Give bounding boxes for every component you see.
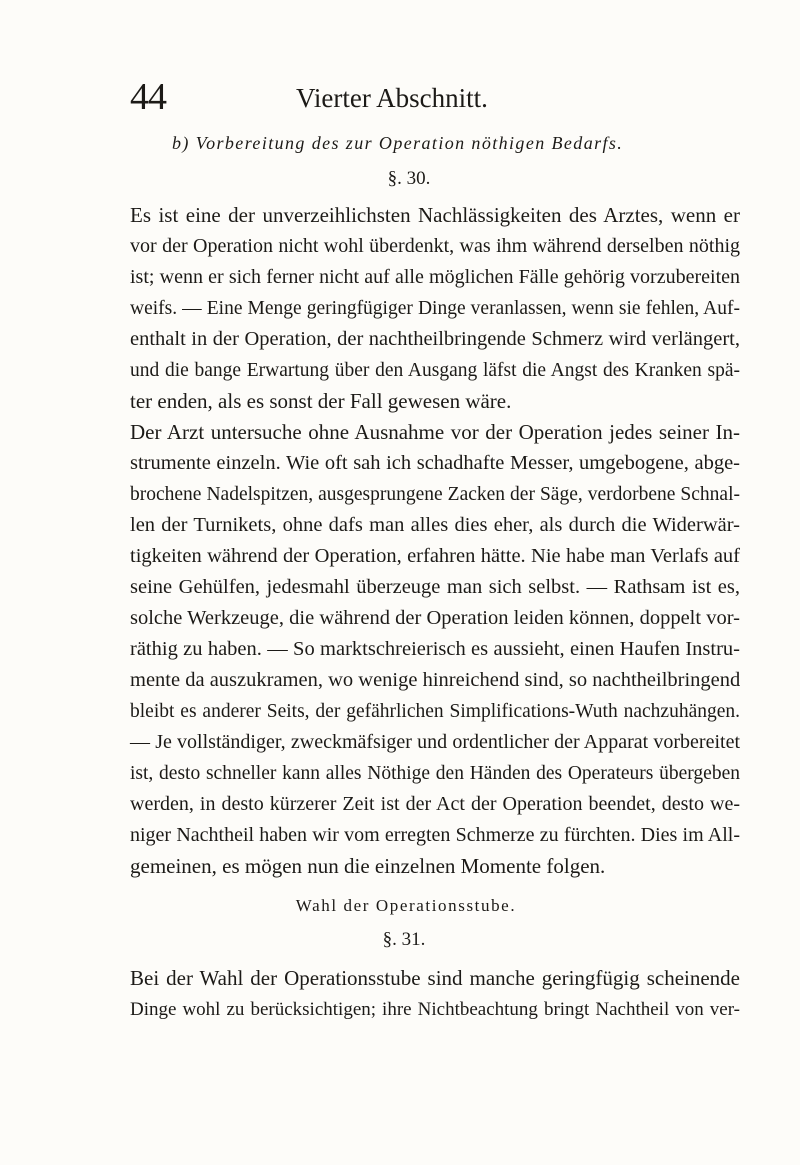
text-line: seine Gehülfen, jedesmahl überzeuge man sich selbst. — Rathsam ist es, (130, 576, 740, 598)
text-line: ist; wenn er sich ferner nicht auf alle möglichen Fälle gehörig vorzubereiten (130, 266, 740, 288)
text-line: brochene Nadelspitzen, ausgesprungene Zacken der Säge, verdorbene Schnal- (130, 484, 740, 505)
text-line: ter enden, als es sonst der Fall gewesen wäre. (130, 389, 512, 413)
text-line: Dinge wohl zu berücksichtigen; ihre Nichtbeachtung bringt Nachtheil von ver- (130, 999, 740, 1020)
text-line: weifs. — Eine Menge geringfügiger Dinge veranlassen, wenn sie fehlen, Auf- (130, 298, 740, 319)
subsection-heading: b) Vorbereitung des zur Operation nöthigen Bedarfs. (172, 133, 624, 153)
body-text-section-30 (130, 200, 740, 882)
text-line: Der Arzt untersuche ohne Ausnahme vor der Operation jedes seiner In- (130, 420, 740, 444)
body-text-section-31 (130, 963, 740, 1025)
text-line: Bei der Wahl der Operationsstube sind manche geringfügig scheinende (130, 966, 740, 990)
text-line: tigkeiten während der Operation, erfahren hätte. Nie habe man Verlafs auf (130, 545, 740, 567)
text-line: und die bange Erwartung über den Ausgang läfst die Angst des Kranken spä- (130, 360, 740, 381)
text-line: räthig zu haben. — So marktschreierisch es aussieht, einen Haufen Instru- (130, 638, 740, 660)
page-number: 44 (130, 76, 166, 118)
text-line: niger Nachtheil haben wir vom erregten Schmerze zu fürchten. Dies im All- (130, 824, 740, 846)
text-line: bleibt es anderer Seits, der gefährlichen Simplifications-Wuth nachzuhängen. (130, 701, 740, 722)
text-line: mente da auszukramen, wo wenige hinreichend sind, so nachtheilbringend (130, 669, 741, 691)
text-line: Es ist eine der unverzeihlichsten Nachlässigkeiten des Arztes, wenn er (130, 203, 740, 227)
text-line: solche Werkzeuge, die während der Operation leiden können, doppelt vor- (130, 607, 740, 629)
paragraph-sign-31: §. 31. (382, 929, 426, 950)
page-header (0, 72, 800, 122)
text-line: gemeinen, es mögen nun die einzelnen Momente folgen. (130, 854, 606, 878)
paragraph-sign-30: §. 30. (387, 168, 431, 189)
text-line: ist, desto schneller kann alles Nöthige den Händen des Operateurs übergeben (130, 763, 740, 784)
running-head: Vierter Abschnitt. (296, 83, 488, 113)
text-line: — Je vollständiger, zweckmäfsiger und ordentlicher der Apparat vorbereitet (130, 731, 740, 753)
text-line: enthalt in der Operation, der nachtheilbringende Schmerz wird verlängert, (130, 328, 740, 350)
text-line: len der Turnikets, ohne dafs man alles dies eher, als durch die Widerwär- (130, 514, 740, 536)
section-heading-wahl: Wahl der Operationsstube. (295, 896, 517, 915)
text-line: strumente einzeln. Wie oft sah ich schadhafte Messer, umgebogene, abge- (130, 452, 740, 474)
text-line: vor der Operation nicht wohl überdenkt, was ihm während derselben nöthig (130, 235, 740, 257)
text-line: werden, in desto kürzerer Zeit ist der Act der Operation beendet, desto we- (130, 793, 740, 815)
